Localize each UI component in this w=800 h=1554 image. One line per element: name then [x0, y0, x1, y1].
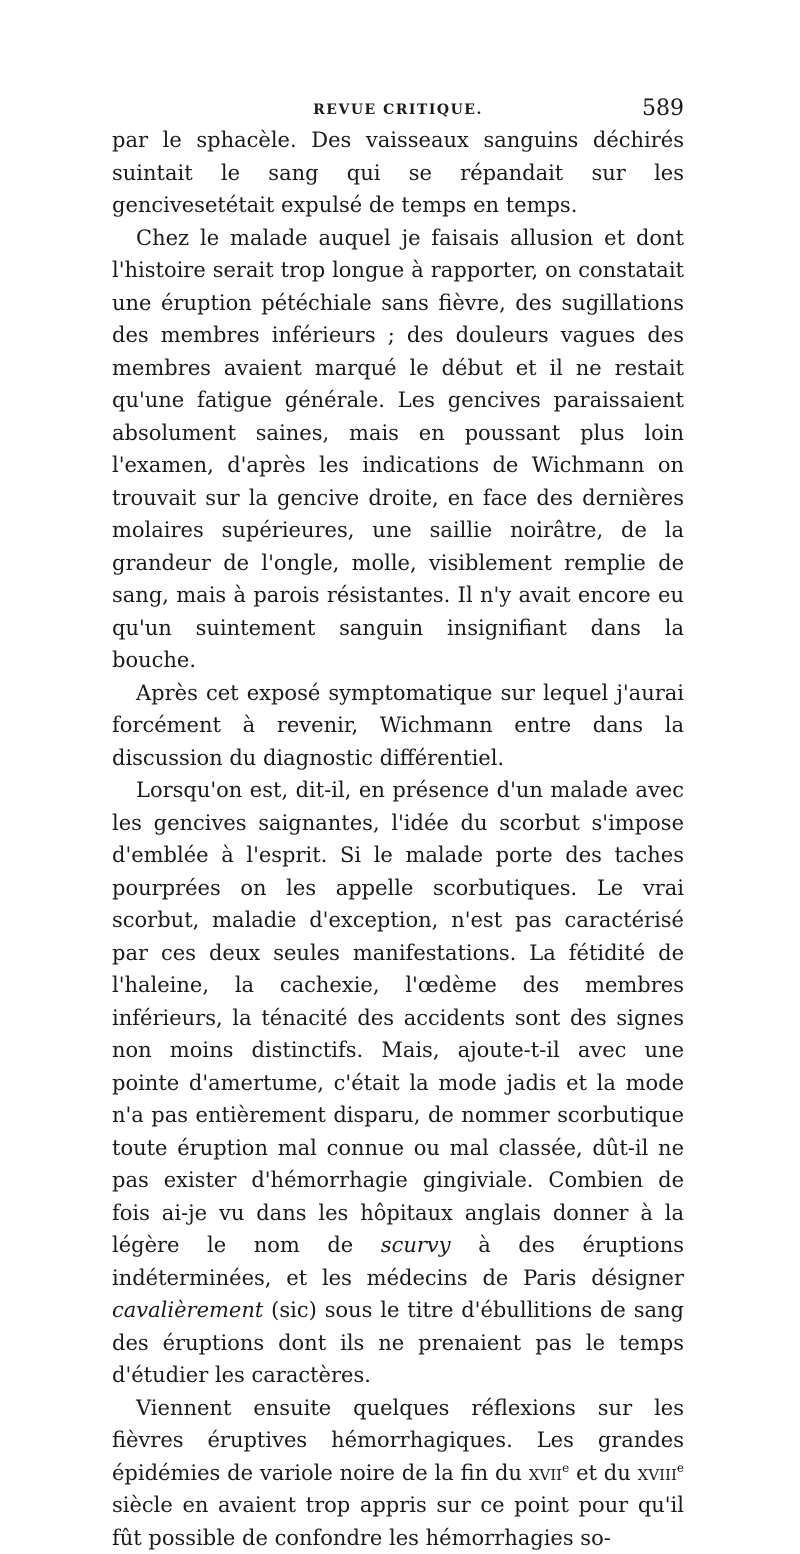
paragraph-5-part-a: Viennent ensuite quelques réflexions sur les fièvres éruptives hémorrhagiques. Les grandes épidémies de variole noire de la fin du [112, 1396, 684, 1485]
italic-scurvy: scurvy [381, 1233, 451, 1257]
paragraph-1: par le sphacèle. Des vaisseaux sanguins déchirés suintait le sang qui se répandait sur les gencivesetétait expulsé de temps en temps. [112, 124, 684, 222]
superscript-e-1: e [562, 1461, 569, 1475]
running-header [112, 96, 684, 126]
century-xvii: xvii [529, 1461, 562, 1485]
paragraph-3: Après cet exposé symptomatique sur lequel j'aurai forcément à revenir, Wichmann entre dans la discussion du diagnostic différentiel. [112, 677, 684, 775]
paragraph-4-part-a: Lorsqu'on est, dit-il, en présence d'un malade avec les gencives saignantes, l'idée du scorbut s'impose d'emblée à l'esprit. Si le malade porte des taches pourprées on les appelle scorbutiques. Le vrai scorbut, maladie d'exception, n'est pas caractérisé par ces deux seules manifestations. La fétidité de l'haleine, la cachexie, l'œdème des membres inférieurs, la ténacité des accidents sont des signes non moins distinctifs. Mais, ajoute-t-il avec une pointe d'amertume, c'était la mode jadis et la mode n'a pas entièrement disparu, de nommer scorbutique toute éruption mal connue ou mal classée, dût-il ne pas exister d'hémorrhagie gingiviale. Combien de fois ai-je vu dans les hôpitaux anglais donner à la légère le nom de [112, 778, 684, 1257]
century-xviii: xviii [638, 1461, 677, 1485]
paragraph-2: Chez le malade auquel je faisais allusion et dont l'histoire serait trop longue à rapporter, on constatait une éruption pétéchiale sans fièvre, des sugillations des membres inférieurs ; des douleurs vagues des membres avaient marqué le début et il ne restait qu'une fatigue générale. Les gencives paraissaient absolument saines, mais en poussant plus loin l'examen, d'après les indications de Wichmann on trouvait sur la gencive droite, en face des dernières molaires supérieures, une saillie noirâtre, de la grandeur de l'ongle, molle, visiblement remplie de sang, mais à parois résistantes. Il n'y avait encore eu qu'un suintement sanguin insignifiant dans la bouche. [112, 222, 684, 677]
paragraph-5-part-c: siècle en avaient trop appris sur ce point pour qu'il fût possible de confondre les hémorrhagies so- [112, 1493, 684, 1550]
superscript-e-2: e [677, 1461, 684, 1475]
body-text [112, 124, 684, 1554]
page-number: 589 [642, 96, 684, 121]
paragraph-4-part-c: (sic) sous le titre d'ébullitions de sang des éruptions dont ils ne prenaient pas le temps d'étudier les caractères. [112, 1298, 684, 1387]
paragraph-4-part-b: à des éruptions indéterminées, et les médecins de Paris désigner [112, 1233, 684, 1290]
paragraph-5-part-b: et du [569, 1461, 637, 1485]
paragraph-5 [112, 1392, 684, 1554]
italic-cavalierement: cavalièrement [112, 1298, 263, 1322]
running-title: REVUE CRITIQUE. [112, 102, 684, 118]
paragraph-4 [112, 774, 684, 1392]
